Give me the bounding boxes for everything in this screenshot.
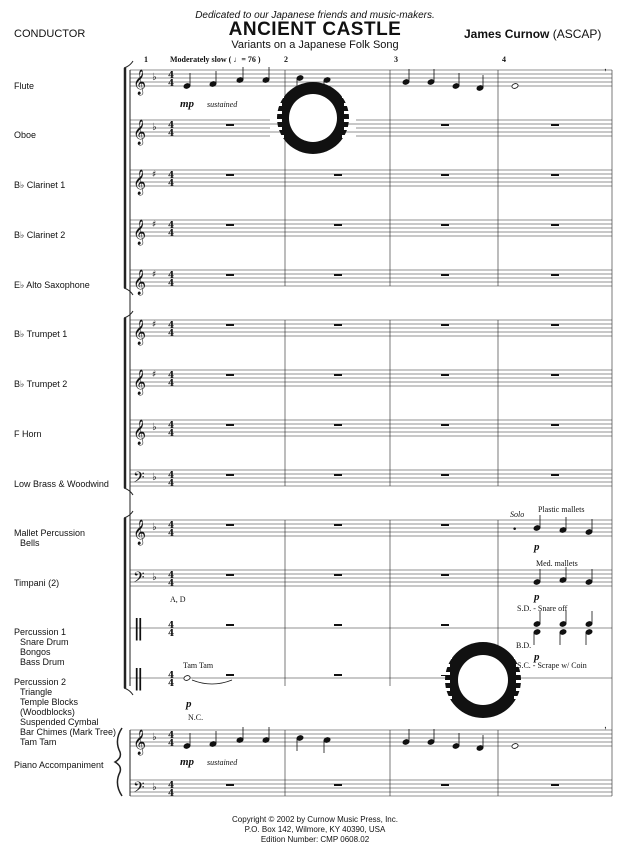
svg-text:♭: ♭ [152, 572, 157, 583]
flute-dynamic: mp [180, 98, 195, 110]
timpani-dynamic: p [534, 591, 540, 603]
svg-text:♭: ♭ [152, 422, 157, 433]
staff-system [115, 61, 612, 800]
svg-text:4: 4 [168, 379, 175, 389]
dedication: Dedicated to our Japanese friends and music-makers. [195, 10, 435, 21]
measure-number-2: 2 [284, 55, 288, 64]
percussion-1-sub: Bass Drum [20, 657, 65, 667]
svg-text:4: 4 [168, 79, 175, 89]
no-chord-marking: N.C. [188, 713, 204, 722]
svg-text:•: • [512, 525, 518, 535]
composer-name: James Curnow [464, 27, 550, 41]
med-mallets-marking: Med. mallets [536, 559, 578, 568]
svg-text:♯: ♯ [152, 270, 157, 280]
svg-text:4: 4 [168, 529, 175, 539]
svg-text:4: 4 [168, 371, 175, 381]
svg-text:𝄞: 𝄞 [133, 370, 147, 395]
percussion-1-sub: Snare Drum [20, 637, 69, 647]
percussion-1-dynamic: p [534, 651, 540, 663]
piano-dynamic: mp [180, 756, 195, 768]
percussion-1-name: Percussion 1 [14, 627, 67, 637]
svg-text:𝄞: 𝄞 [133, 420, 147, 445]
svg-text:4: 4 [168, 229, 175, 239]
edition-line: Edition Number: CMP 0608.02 [260, 835, 370, 844]
instrument-label-alto-sax: E♭ Alto Saxophone [14, 280, 90, 290]
svg-text:♭: ♭ [152, 782, 157, 793]
measure-number-3: 3 [394, 55, 398, 64]
percussion-2-sub: Bar Chimes (Mark Tree) [20, 727, 117, 737]
percussion-2-sub: Suspended Cymbal [20, 717, 99, 727]
snare-off-marking: S.D. - Snare off [517, 604, 568, 613]
timpani-tuning: A, D [170, 595, 186, 604]
svg-text:4: 4 [168, 121, 175, 131]
mallet-dynamic: p [534, 541, 540, 553]
svg-text:4: 4 [168, 629, 175, 639]
svg-text:4: 4 [168, 429, 175, 439]
svg-text:𝄞: 𝄞 [133, 730, 147, 755]
svg-text:4: 4 [168, 129, 175, 139]
percussion-2-sub: Triangle [20, 687, 53, 697]
svg-text:4: 4 [168, 731, 175, 741]
svg-text:4: 4 [168, 179, 175, 189]
svg-text:𝄞: 𝄞 [133, 120, 147, 145]
svg-text:,: , [604, 62, 607, 73]
svg-text:4: 4 [168, 671, 175, 681]
svg-text:4: 4 [168, 781, 175, 791]
percussion-2-sub: (Woodblocks) [20, 707, 75, 717]
svg-text:‖: ‖ [133, 616, 144, 641]
part-label: CONDUCTOR [14, 28, 86, 40]
svg-text:4: 4 [168, 521, 175, 531]
piano-expression: sustained [207, 758, 238, 767]
instrument-label-trumpet-1: B♭ Trumpet 1 [14, 329, 68, 339]
svg-text:4: 4 [168, 421, 175, 431]
svg-text:𝄢: 𝄢 [133, 569, 145, 590]
tempo-marking: Moderately slow ( ♩= 76 ) [170, 55, 261, 64]
percussion-2-dynamic: p [186, 698, 192, 710]
bass-drum-marking: B.D. [516, 641, 532, 650]
address-line: P.O. Box 142, Wilmore, KY 40390, USA [244, 825, 386, 834]
solo-marking: Solo [510, 510, 525, 519]
plastic-mallets-marking: Plastic mallets [538, 505, 585, 514]
watermark-circle-icon [438, 642, 528, 718]
svg-text:♭: ♭ [152, 522, 157, 533]
svg-text:♯: ♯ [152, 170, 157, 180]
svg-text:♯: ♯ [152, 320, 157, 330]
instrument-label-piano: Piano Accompaniment [14, 760, 104, 770]
svg-text:𝄞: 𝄞 [133, 220, 147, 245]
svg-text:4: 4 [168, 271, 175, 281]
svg-text:𝄢: 𝄢 [133, 779, 145, 800]
instrument-label-timpani: Timpani (2) [14, 578, 60, 588]
svg-text:4: 4 [168, 71, 175, 81]
composer-org: (ASCAP) [552, 27, 602, 41]
svg-text:𝄞: 𝄞 [133, 320, 147, 345]
instrument-label-horn: F Horn [14, 429, 42, 439]
percussion-2-sub: Tam Tam [20, 737, 57, 747]
svg-text:4: 4 [168, 789, 175, 799]
svg-text:4: 4 [168, 621, 175, 631]
svg-text:𝄞: 𝄞 [133, 170, 147, 195]
svg-text:𝄞: 𝄞 [133, 70, 147, 95]
percussion-2-sub: Temple Blocks [20, 697, 79, 707]
svg-text:4: 4 [168, 579, 175, 589]
svg-text:‖: ‖ [133, 666, 144, 691]
svg-text:4: 4 [168, 471, 175, 481]
svg-text:4: 4 [168, 479, 175, 489]
svg-text:4: 4 [168, 329, 175, 339]
measure-number-1: 1 [144, 55, 148, 64]
instrument-label-low-brass: Low Brass & Woodwind [14, 479, 109, 489]
svg-text:4: 4 [168, 679, 175, 689]
svg-text:♭: ♭ [152, 732, 157, 743]
scrape-marking: S.C. - Scrape w/ Coin [517, 661, 587, 670]
svg-text:4: 4 [168, 321, 175, 331]
svg-text:♭: ♭ [152, 72, 157, 83]
svg-text:♭: ♭ [152, 122, 157, 133]
svg-text:,: , [604, 720, 607, 731]
svg-text:4: 4 [168, 221, 175, 231]
mallet-percussion-sub: Bells [20, 538, 40, 548]
watermark-circle-icon [270, 82, 356, 154]
svg-text:𝄞: 𝄞 [133, 520, 147, 545]
svg-text:♯: ♯ [152, 220, 157, 230]
svg-text:4: 4 [168, 571, 175, 581]
svg-text:4: 4 [168, 739, 175, 749]
instrument-label-oboe: Oboe [14, 130, 37, 140]
flute-expression: sustained [207, 100, 238, 109]
percussion-2-name: Percussion 2 [14, 677, 67, 687]
svg-text:𝄢: 𝄢 [133, 469, 145, 490]
tam-tam-marking: Tam Tam [183, 661, 214, 670]
instrument-label-flute: Flute [14, 81, 35, 91]
svg-text:♭: ♭ [152, 472, 157, 483]
instrument-label-clarinet-2: B♭ Clarinet 2 [14, 230, 66, 240]
svg-text:♯: ♯ [152, 370, 157, 380]
percussion-1-sub: Bongos [20, 647, 51, 657]
svg-text:𝄞: 𝄞 [133, 270, 147, 295]
svg-text:4: 4 [168, 279, 175, 289]
svg-text:4: 4 [168, 171, 175, 181]
copyright-line: Copyright © 2002 by Curnow Music Press, Inc. [232, 815, 398, 824]
mallet-percussion-name: Mallet Percussion [14, 528, 86, 538]
measure-number-4: 4 [502, 55, 506, 64]
piece-title: ANCIENT CASTLE [228, 19, 402, 40]
instrument-label-clarinet-1: B♭ Clarinet 1 [14, 180, 66, 190]
instrument-label-trumpet-2: B♭ Trumpet 2 [14, 379, 68, 389]
piece-subtitle: Variants on a Japanese Folk Song [231, 39, 399, 51]
